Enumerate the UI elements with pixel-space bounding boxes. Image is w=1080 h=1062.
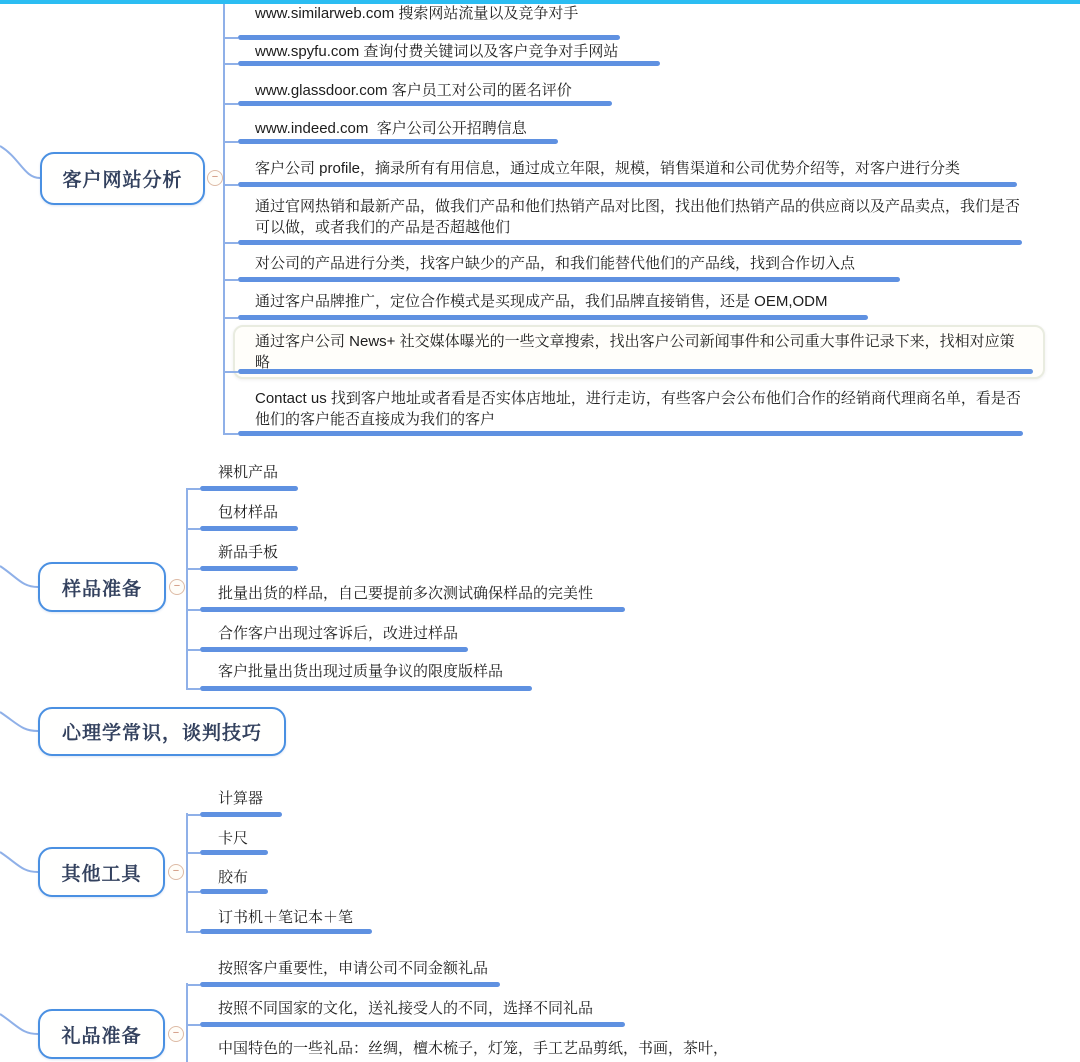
topic-sample-preparation[interactable]: 样品准备	[38, 562, 166, 612]
subtopic-node[interactable]: 对公司的产品进行分类，找客户缺少的产品，和我们能替代他们的产品线，找到合作切入点	[255, 255, 856, 272]
subtopic-node[interactable]: 合作客户出现过客诉后，改进过样品	[218, 625, 459, 642]
top-accent-strip	[0, 0, 1080, 4]
subtopic-node[interactable]: 胶布	[218, 869, 249, 886]
branch-line	[238, 139, 558, 144]
branch-connector	[186, 528, 200, 530]
subtopic-node[interactable]: 客户批量出货出现过质量争议的限度版样品	[218, 663, 504, 680]
branch-trunk-line	[186, 488, 188, 689]
branch-connector	[223, 103, 238, 105]
branch-line	[200, 686, 532, 691]
subtopic-node[interactable]: Contact us 找到客户地址或者看是否实体店地址，进行走访，有些客户会公布他们合作的经销商代理商名单，看是否他们的客户能否直接成为我们的客户	[255, 390, 1021, 428]
subtopic-node[interactable]: 卡尺	[218, 830, 249, 847]
branch-connector	[223, 37, 238, 39]
branch-trunk-line	[186, 983, 188, 1062]
branch-connector	[186, 488, 200, 490]
topic-gift-preparation[interactable]: 礼品准备	[38, 1009, 165, 1059]
branch-line	[200, 889, 268, 894]
subtopic-node[interactable]: 计算器	[218, 790, 264, 807]
topic-website-analysis[interactable]: 客户网站分析	[40, 152, 205, 205]
branch-connector	[186, 609, 200, 611]
branch-connector	[223, 279, 238, 281]
branch-connector	[186, 688, 200, 690]
branch-line	[238, 240, 1022, 245]
topic-psychology-negotiation[interactable]: 心理学常识，谈判技巧	[38, 707, 286, 756]
branch-line	[200, 607, 625, 612]
branch-line	[200, 1022, 625, 1027]
branch-connector	[186, 649, 200, 651]
subtopic-node[interactable]: www.indeed.com 客户公司公开招聘信息	[255, 120, 527, 137]
branch-connector	[186, 984, 200, 986]
branch-connector	[223, 141, 238, 143]
branch-connector	[223, 184, 238, 186]
subtopic-node[interactable]: 订书机＋笔记本＋笔	[218, 909, 354, 926]
branch-line	[238, 431, 1023, 436]
branch-line	[238, 35, 620, 40]
subtopic-node[interactable]: 按照客户重要性，申请公司不同金额礼品	[218, 960, 489, 977]
branch-line	[238, 315, 868, 320]
branch-trunk-line	[186, 813, 188, 931]
topic-other-tools[interactable]: 其他工具	[38, 847, 165, 897]
collapse-button[interactable]: −	[207, 170, 223, 186]
subtopic-node[interactable]: 新品手板	[218, 544, 279, 561]
subtopic-node[interactable]: www.spyfu.com 查询付费关键词以及客户竞争对手网站	[255, 43, 619, 60]
subtopic-node[interactable]: 通过官网热销和最新产品，做我们产品和他们热销产品对比图，找出他们热销产品的供应商以及产品卖点，我们是否可以做，或者我们的产品是否超越他们	[255, 198, 1021, 236]
branch-line	[238, 101, 612, 106]
branch-connector	[223, 371, 238, 373]
subtopic-node[interactable]: www.glassdoor.com 客户员工对公司的匿名评价	[255, 82, 572, 99]
subtopic-node[interactable]: www.similarweb.com 搜索网站流量以及竞争对手	[255, 5, 579, 22]
branch-trunk-line	[223, 4, 225, 434]
branch-connector	[186, 1024, 200, 1026]
collapse-button[interactable]: −	[168, 864, 184, 880]
branch-line	[200, 566, 298, 571]
subtopic-node-selected[interactable]: 通过客户公司 News+ 社交媒体曝光的一些文章搜索，找出客户公司新闻事件和公司重大事件记录下来，找相对应策略	[255, 333, 1015, 371]
collapse-button[interactable]: −	[169, 579, 185, 595]
branch-line	[200, 486, 298, 491]
branch-connector	[186, 852, 200, 854]
subtopic-node[interactable]: 按照不同国家的文化，送礼接受人的不同，选择不同礼品	[218, 1000, 594, 1017]
collapse-button[interactable]: −	[168, 1026, 184, 1042]
subtopic-node[interactable]: 包材样品	[218, 504, 279, 521]
branch-connector	[223, 433, 238, 435]
branch-line	[200, 929, 372, 934]
branch-line	[200, 850, 268, 855]
branch-connector	[186, 568, 200, 570]
branch-line	[238, 182, 1017, 187]
branch-connector	[223, 242, 238, 244]
branch-line	[200, 647, 468, 652]
branch-line	[238, 277, 900, 282]
subtopic-node[interactable]: 通过客户品牌推广，定位合作模式是买现成产品，我们品牌直接销售，还是 OEM,ODM	[255, 293, 828, 310]
subtopic-node[interactable]: 中国特色的一些礼品：丝绸，檀木梳子，灯笼，手工艺品剪纸，书画，茶叶，	[218, 1040, 729, 1057]
subtopic-node[interactable]: 客户公司 profile，摘录所有有用信息，通过成立年限，规模，销售渠道和公司优势介绍等，对客户进行分类	[255, 160, 961, 177]
branch-connector	[186, 814, 200, 816]
branch-line	[200, 526, 298, 531]
subtopic-node[interactable]: 裸机产品	[218, 464, 279, 481]
branch-connector	[223, 317, 238, 319]
branch-line	[200, 982, 500, 987]
branch-connector	[186, 931, 200, 933]
subtopic-node[interactable]: 批量出货的样品，自己要提前多次测试确保样品的完美性	[218, 585, 594, 602]
branch-connector	[223, 63, 238, 65]
branch-line	[200, 812, 282, 817]
branch-connector	[186, 891, 200, 893]
